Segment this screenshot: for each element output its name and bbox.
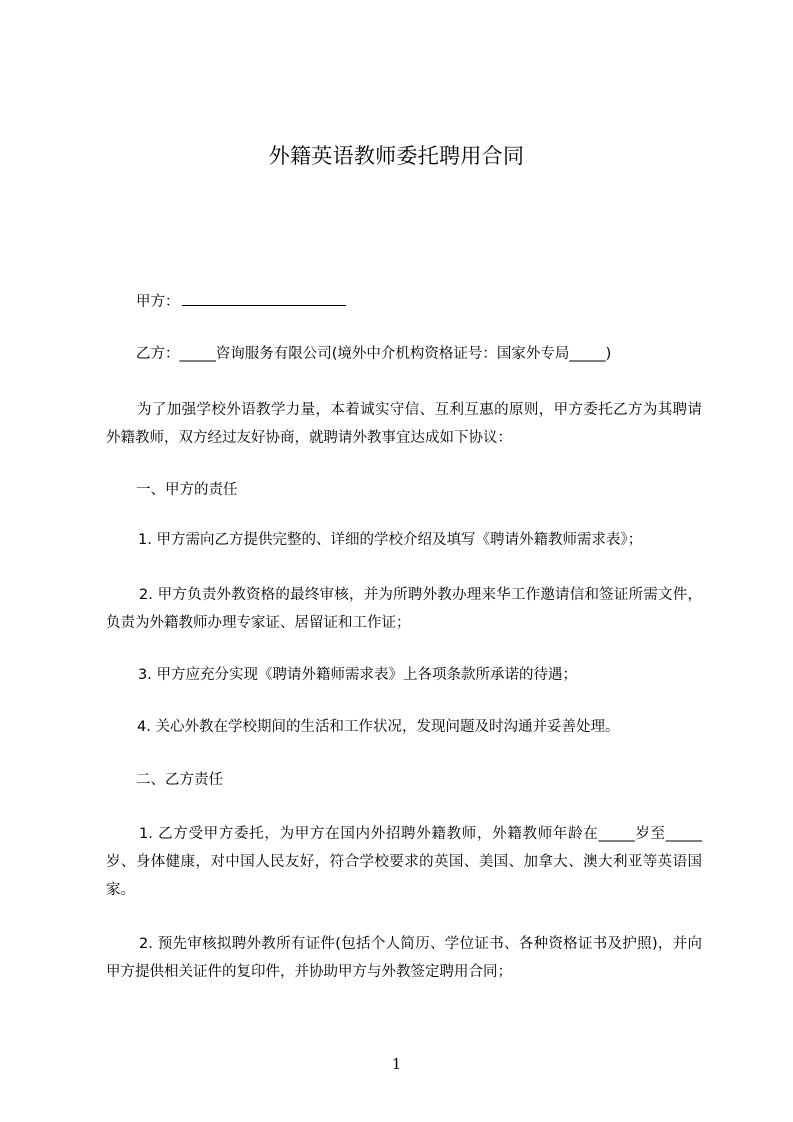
intro-paragraph: 为了加强学校外语教学力量，本着诚实守信、互利互惠的原则，甲方委托乙方为其聘请外籍教师，双方经过友好协商，就聘请外教事宜达成如下协议： [106,402,702,446]
party-b-line: 乙方：_____咨询服务有限公司(境外中介机构资格证号：国家外专局_____) [136,346,612,362]
section-1-item-2: 2. 甲方负责外教资格的最终审核，并为所聘外教办理来华工作邀请信和签证所需文件，负责为外籍教师办理专家证、居留证和工作证； [106,587,702,631]
party-a-blank [182,291,346,306]
document-title: 外籍英语教师委托聘用合同 [268,144,525,168]
section-2-item-1: 1. 乙方受甲方委托，为甲方在国内外招聘外籍教师，外籍教师年龄在_____岁至_____岁、身体健康，对中国人民友好，符合学校要求的英国、美国、加拿大、澳大利亚等英语国家。 [106,826,702,898]
section-2-heading: 二、乙方责任 [136,772,223,788]
section-1-item-3: 3. 甲方应充分实现《聘请外籍师需求表》上各项条款所承诺的待遇； [138,667,577,683]
party-a-line [136,291,346,312]
page-number: 1 [391,1055,402,1073]
section-1-heading: 一、甲方的责任 [136,482,238,498]
section-2-item-2: 2. 预先审核拟聘外教所有证件(包括个人简历、学位证书、各种资格证书及护照)，并向甲方提供相关证件的复印件，并协助甲方与外教签定聘用合同； [106,936,702,980]
section-1-item-1: 1. 甲方需向乙方提供完整的、详细的学校介绍及填写《聘请外籍教师需求表》； [138,532,643,548]
section-1-item-4: 4. 关心外教在学校期间的生活和工作状况，发现问题及时沟通并妥善处理。 [137,719,620,735]
party-a-label: 甲方： [136,294,180,310]
